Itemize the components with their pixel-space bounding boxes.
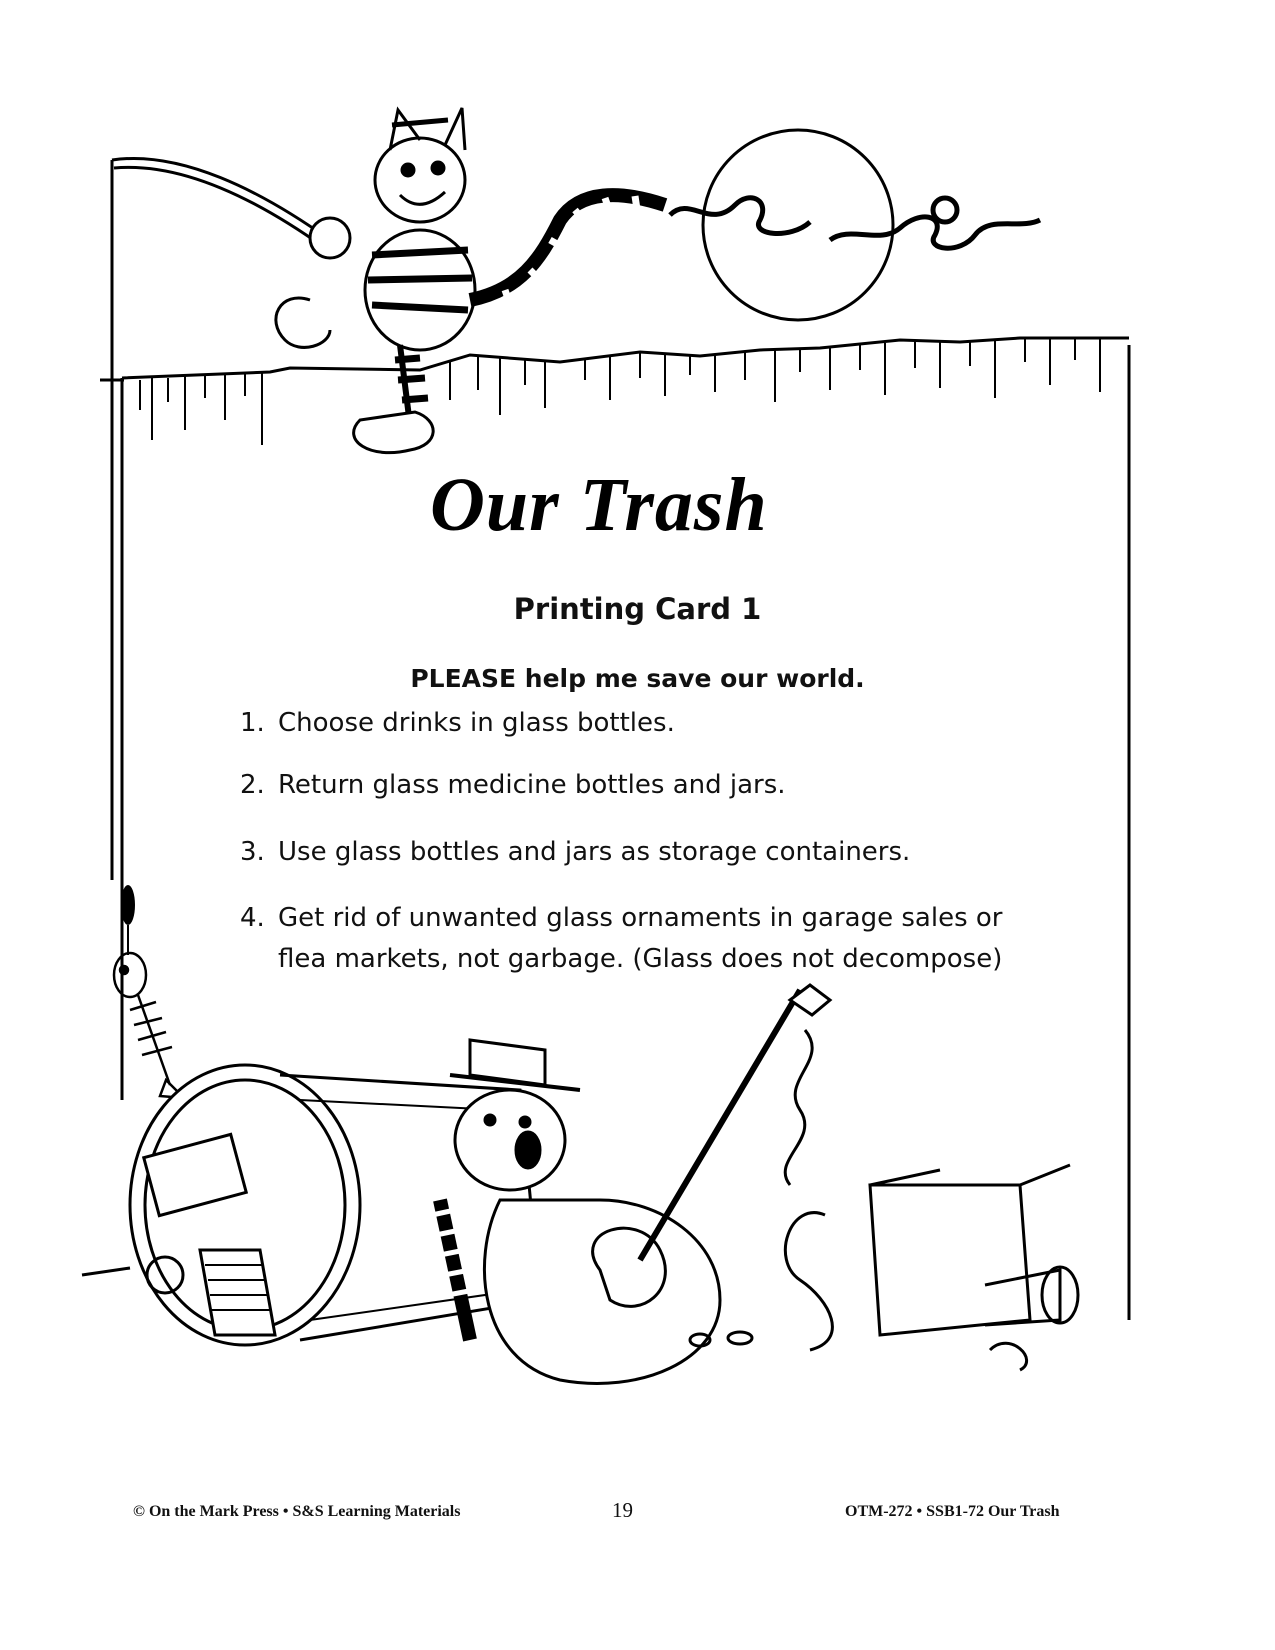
list-item-number: 4. [240, 903, 265, 933]
card-subtitle: Printing Card 1 [513, 592, 762, 626]
footer-publisher: © On the Mark Press • S&S Learning Materials [133, 1503, 461, 1520]
list-item-text: Return glass medicine bottles and jars. [278, 770, 786, 800]
fence-top [122, 338, 1129, 445]
fishing-cat-illustration [276, 108, 665, 453]
list-item-number: 3. [240, 837, 265, 867]
list-item [240, 703, 1060, 744]
moon-icon [703, 130, 893, 320]
page-title: Our Trash [430, 463, 768, 547]
list-item-number: 2. [240, 770, 265, 800]
intro-text: PLEASE help me save our world. [410, 664, 865, 693]
trash-scene-illustration [82, 985, 1078, 1383]
list-item [240, 832, 1060, 873]
fishing-bobber [121, 885, 135, 925]
list-item [240, 765, 1060, 806]
list-item-number: 1. [240, 708, 265, 738]
list-item-text: Choose drinks in glass bottles. [278, 708, 675, 738]
fish-skeleton-icon [114, 953, 184, 1098]
page-number: 19 [612, 1498, 633, 1522]
footer-code: OTM-272 • SSB1-72 Our Trash [845, 1503, 1060, 1520]
list-item-text: Use glass bottles and jars as storage containers. [278, 837, 911, 867]
list-item-text: Get rid of unwanted glass ornaments in garage sales or flea markets, not garbage. (Glass does not decompose) [278, 903, 1003, 974]
list-item [240, 898, 1030, 980]
